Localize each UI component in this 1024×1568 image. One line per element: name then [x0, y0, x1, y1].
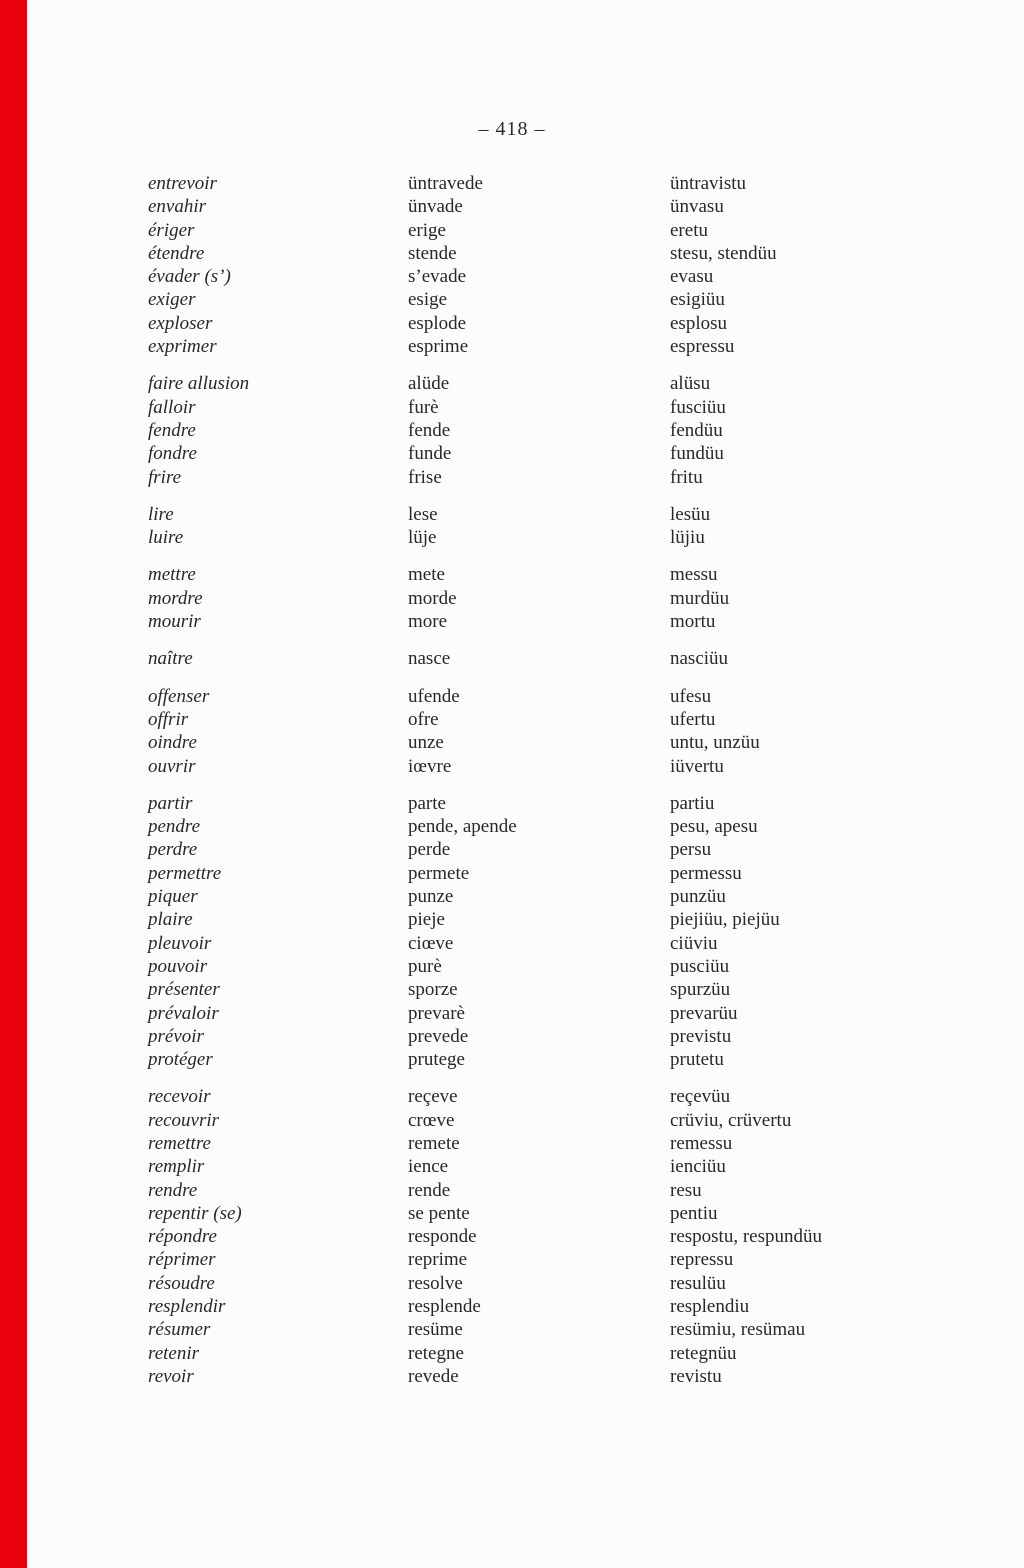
present-form-cell: remete — [408, 1132, 460, 1154]
book-edge-strip — [0, 0, 27, 1568]
verb-row — [148, 195, 994, 218]
past-participle-cell: resplendiu — [670, 1296, 750, 1318]
past-participle-cell: ienciüu — [670, 1156, 726, 1178]
verb-group — [148, 1085, 994, 1388]
verb-row — [148, 1225, 994, 1248]
french-infinitive-cell: lire — [148, 503, 174, 525]
past-participle-cell: permessu — [670, 862, 742, 884]
french-infinitive-cell: envahir — [148, 196, 207, 218]
past-participle-cell: prutetu — [670, 1049, 724, 1071]
past-participle-cell: ciüviu — [670, 932, 718, 954]
french-infinitive-cell: naître — [148, 648, 193, 670]
past-participle-cell: espressu — [670, 336, 735, 358]
french-infinitive-cell: réprimer — [148, 1249, 216, 1271]
french-infinitive-cell: remplir — [148, 1156, 205, 1178]
verb-row — [148, 563, 994, 586]
present-form-cell: resplende — [408, 1296, 481, 1318]
french-infinitive-cell: offrir — [148, 708, 189, 730]
past-participle-cell: ufertu — [670, 708, 716, 730]
verb-row — [148, 1109, 994, 1132]
present-form-cell: more — [408, 611, 448, 633]
past-participle-cell: previstu — [670, 1025, 732, 1047]
verb-group — [148, 563, 994, 633]
past-participle-cell: mortu — [670, 611, 716, 633]
verb-row — [148, 885, 994, 908]
past-participle-cell: lüjiu — [670, 527, 705, 549]
past-participle-cell: esigiüu — [670, 289, 725, 311]
verb-row — [148, 265, 994, 288]
present-form-cell: perde — [408, 839, 451, 861]
verb-row — [148, 731, 994, 754]
french-infinitive-cell: retenir — [148, 1342, 200, 1364]
french-infinitive-cell: résumer — [148, 1319, 211, 1341]
past-participle-cell: reçevüu — [670, 1086, 731, 1108]
present-form-cell: morde — [408, 587, 457, 609]
present-form-cell: funde — [408, 443, 452, 465]
french-infinitive-cell: répondre — [148, 1226, 217, 1248]
verb-row — [148, 419, 994, 442]
french-infinitive-cell: mettre — [148, 564, 196, 586]
verb-row — [148, 1132, 994, 1155]
verb-group — [148, 503, 994, 550]
past-participle-cell: pentiu — [670, 1202, 718, 1224]
verb-group — [148, 372, 994, 488]
verb-groups-container — [148, 172, 994, 1388]
verb-table — [148, 172, 994, 1402]
past-participle-cell: fundüu — [670, 443, 724, 465]
french-infinitive-cell: ouvrir — [148, 755, 196, 777]
present-form-cell: responde — [408, 1226, 477, 1248]
past-participle-cell: alüsu — [670, 373, 711, 395]
past-participle-cell: lesüu — [670, 503, 711, 525]
present-form-cell: purè — [408, 955, 442, 977]
verb-row — [148, 442, 994, 465]
present-form-cell: revede — [408, 1365, 459, 1387]
verb-row — [148, 685, 994, 708]
verb-row — [148, 610, 994, 633]
past-participle-cell: iüvertu — [670, 755, 724, 777]
french-infinitive-cell: mourir — [148, 611, 201, 633]
present-form-cell: frise — [408, 466, 442, 488]
verb-row — [148, 526, 994, 549]
present-form-cell: s’evade — [408, 266, 467, 288]
present-form-cell: ience — [408, 1156, 449, 1178]
french-infinitive-cell: offenser — [148, 685, 210, 707]
french-infinitive-cell: mordre — [148, 587, 203, 609]
present-form-cell: prevarè — [408, 1002, 465, 1024]
present-form-cell: erige — [408, 219, 446, 241]
verb-row — [148, 1002, 994, 1025]
past-participle-cell: retegnüu — [670, 1342, 737, 1364]
present-form-cell: furè — [408, 396, 439, 418]
verb-row — [148, 587, 994, 610]
verb-row — [148, 1248, 994, 1271]
verb-row — [148, 932, 994, 955]
past-participle-cell: messu — [670, 564, 718, 586]
present-form-cell: unze — [408, 732, 444, 754]
french-infinitive-cell: exploser — [148, 312, 213, 334]
past-participle-cell: untu, unzüu — [670, 732, 760, 754]
past-participle-cell: spurzüu — [670, 979, 731, 1001]
verb-row — [148, 955, 994, 978]
french-infinitive-cell: prévoir — [148, 1025, 204, 1047]
french-infinitive-cell: fondre — [148, 443, 197, 465]
present-form-cell: resüme — [408, 1319, 463, 1341]
verb-row — [148, 1295, 994, 1318]
french-infinitive-cell: resplendir — [148, 1296, 226, 1318]
present-form-cell: prutege — [408, 1049, 465, 1071]
verb-row — [148, 288, 994, 311]
verb-group — [148, 792, 994, 1072]
french-infinitive-cell: fendre — [148, 419, 196, 441]
present-form-cell: lese — [408, 503, 438, 525]
verb-row — [148, 1318, 994, 1341]
verb-row — [148, 242, 994, 265]
verb-row — [148, 1272, 994, 1295]
verb-row — [148, 219, 994, 242]
verb-row — [148, 1048, 994, 1071]
present-form-cell: ufende — [408, 685, 460, 707]
present-form-cell: fende — [408, 419, 451, 441]
french-infinitive-cell: pendre — [148, 816, 201, 838]
past-participle-cell: crüviu, crüvertu — [670, 1109, 792, 1131]
verb-row — [148, 708, 994, 731]
past-participle-cell: resümiu, resümau — [670, 1319, 806, 1341]
verb-row — [148, 838, 994, 861]
past-participle-cell: remessu — [670, 1132, 733, 1154]
past-participle-cell: pesu, apesu — [670, 816, 758, 838]
verb-row — [148, 372, 994, 395]
present-form-cell: reprime — [408, 1249, 468, 1271]
french-infinitive-cell: recouvrir — [148, 1109, 220, 1131]
verb-row — [148, 815, 994, 838]
page-number: – 418 – — [478, 118, 546, 140]
present-form-cell: se pente — [408, 1202, 470, 1224]
past-participle-cell: pusciüu — [670, 955, 730, 977]
french-infinitive-cell: remettre — [148, 1132, 211, 1154]
past-participle-cell: prevarüu — [670, 1002, 738, 1024]
present-form-cell: resolve — [408, 1272, 463, 1294]
french-infinitive-cell: protéger — [148, 1049, 213, 1071]
french-infinitive-cell: oindre — [148, 732, 197, 754]
past-participle-cell: resu — [670, 1179, 702, 1201]
french-infinitive-cell: exiger — [148, 289, 196, 311]
present-form-cell: mete — [408, 564, 445, 586]
french-infinitive-cell: partir — [148, 792, 193, 814]
french-infinitive-cell: frire — [148, 466, 182, 488]
verb-row — [148, 978, 994, 1001]
present-form-cell: ofre — [408, 708, 439, 730]
present-form-cell: permete — [408, 862, 470, 884]
verb-group — [148, 685, 994, 778]
present-form-cell: prevede — [408, 1025, 469, 1047]
french-infinitive-cell: repentir (se) — [148, 1202, 242, 1224]
past-participle-cell: stesu, stendüu — [670, 242, 777, 264]
present-form-cell: sporze — [408, 979, 458, 1001]
verb-group — [148, 172, 994, 358]
verb-row — [148, 862, 994, 885]
verb-row — [148, 396, 994, 419]
past-participle-cell: persu — [670, 839, 712, 861]
past-participle-cell: resulüu — [670, 1272, 726, 1294]
past-participle-cell: fendüu — [670, 419, 723, 441]
french-infinitive-cell: revoir — [148, 1365, 194, 1387]
verb-row — [148, 312, 994, 335]
french-infinitive-cell: permettre — [148, 862, 222, 884]
present-form-cell: rende — [408, 1179, 451, 1201]
present-form-cell: ünvade — [408, 196, 463, 218]
verb-row — [148, 755, 994, 778]
past-participle-cell: evasu — [670, 266, 714, 288]
past-participle-cell: piejiüu, piejüu — [670, 909, 780, 931]
present-form-cell: pieje — [408, 909, 445, 931]
past-participle-cell: eretu — [670, 219, 708, 241]
french-infinitive-cell: luire — [148, 527, 184, 549]
past-participle-cell: partiu — [670, 792, 715, 814]
present-form-cell: lüje — [408, 527, 437, 549]
present-form-cell: esige — [408, 289, 448, 311]
past-participle-cell: üntravistu — [670, 173, 746, 194]
french-infinitive-cell: exprimer — [148, 336, 217, 358]
past-participle-cell: respostu, respundüu — [670, 1226, 822, 1248]
present-form-cell: parte — [408, 792, 446, 814]
french-infinitive-cell: évader (s’) — [148, 266, 231, 288]
french-infinitive-cell: recevoir — [148, 1086, 211, 1108]
verb-row — [148, 466, 994, 489]
french-infinitive-cell: résoudre — [148, 1272, 215, 1294]
verb-row — [148, 1342, 994, 1365]
present-form-cell: iœvre — [408, 755, 452, 777]
past-participle-cell: esplosu — [670, 312, 727, 334]
past-participle-cell: murdüu — [670, 587, 730, 609]
verb-row — [148, 1179, 994, 1202]
french-infinitive-cell: falloir — [148, 396, 196, 418]
present-form-cell: retegne — [408, 1342, 464, 1364]
past-participle-cell: repressu — [670, 1249, 734, 1271]
present-form-cell: alüde — [408, 373, 450, 395]
present-form-cell: reçeve — [408, 1086, 458, 1108]
present-form-cell: nasce — [408, 648, 451, 670]
verb-group — [148, 647, 994, 670]
past-participle-cell: fusciüu — [670, 396, 726, 418]
verb-row — [148, 1025, 994, 1048]
present-form-cell: stende — [408, 242, 457, 264]
french-infinitive-cell: pouvoir — [148, 955, 208, 977]
french-infinitive-cell: prévaloir — [148, 1002, 219, 1024]
french-infinitive-cell: ériger — [148, 219, 195, 241]
verb-row — [148, 908, 994, 931]
verb-row — [148, 1365, 994, 1388]
french-infinitive-cell: perdre — [148, 839, 198, 861]
french-infinitive-cell: rendre — [148, 1179, 198, 1201]
verb-row — [148, 1085, 994, 1108]
french-infinitive-cell: étendre — [148, 242, 205, 264]
present-form-cell: pende, apende — [408, 816, 517, 838]
verb-row — [148, 792, 994, 815]
past-participle-cell: punzüu — [670, 886, 726, 908]
present-form-cell: esplode — [408, 312, 467, 334]
french-infinitive-cell: plaire — [148, 909, 193, 931]
verb-row — [148, 503, 994, 526]
french-infinitive-cell: pleuvoir — [148, 932, 212, 954]
present-form-cell: punze — [408, 886, 454, 908]
french-infinitive-cell: piquer — [148, 886, 198, 908]
verb-row — [148, 1155, 994, 1178]
past-participle-cell: ufesu — [670, 685, 712, 707]
french-infinitive-cell: présenter — [148, 979, 220, 1001]
verb-row — [148, 1202, 994, 1225]
verb-row — [148, 647, 994, 670]
past-participle-cell: ünvasu — [670, 196, 724, 218]
present-form-cell: esprime — [408, 336, 469, 358]
present-form-cell: ciœve — [408, 932, 454, 954]
verb-row — [148, 172, 994, 195]
verb-row — [148, 335, 994, 358]
present-form-cell: üntravede — [408, 173, 483, 194]
french-infinitive-cell: faire allusion — [148, 373, 250, 395]
present-form-cell: crœve — [408, 1109, 455, 1131]
french-infinitive-cell: entrevoir — [148, 173, 217, 194]
past-participle-cell: nasciüu — [670, 648, 729, 670]
past-participle-cell: fritu — [670, 466, 703, 488]
past-participle-cell: revistu — [670, 1365, 722, 1387]
